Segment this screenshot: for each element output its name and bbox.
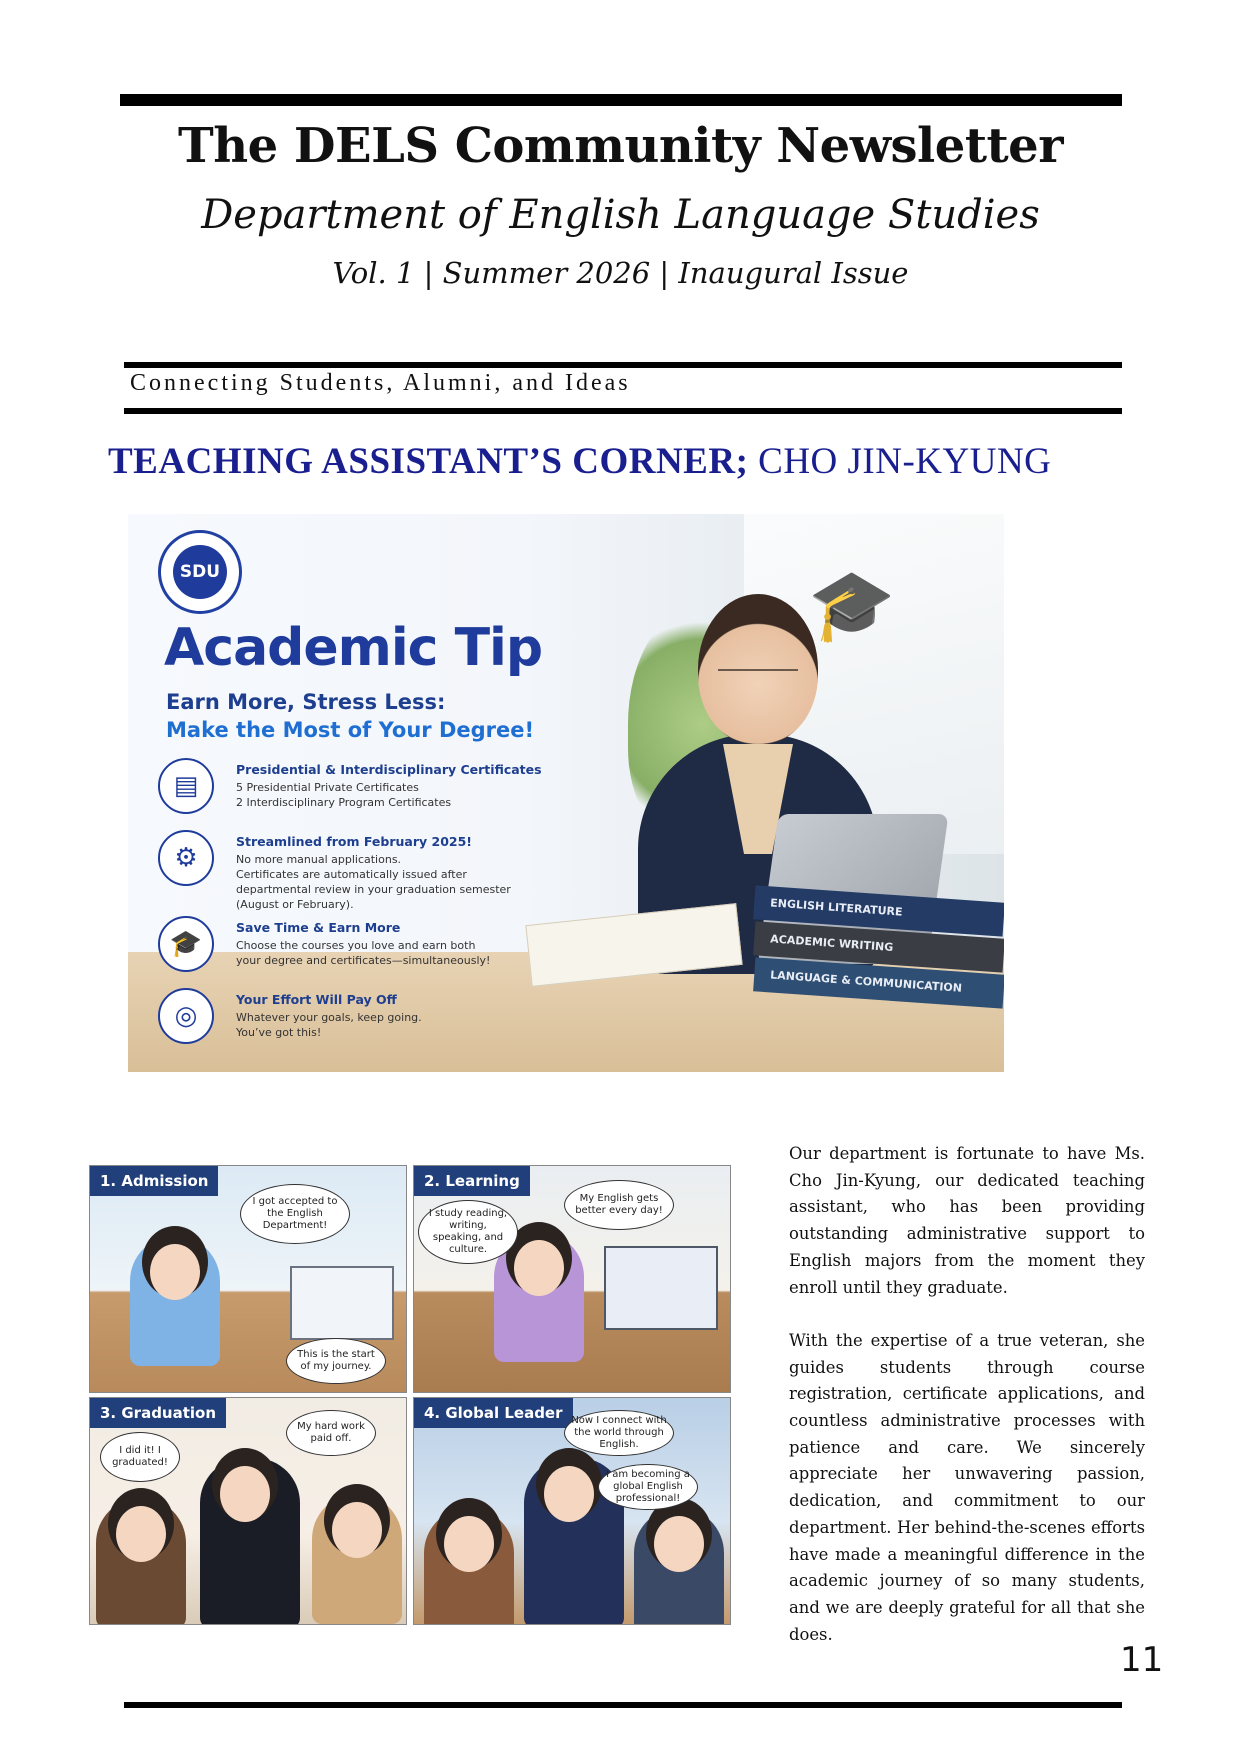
speech-bubble: This is the start of my journey. bbox=[286, 1338, 386, 1384]
book-english-literature: ENGLISH LITERATURE bbox=[753, 885, 1004, 936]
tip-heading: Save Time & Earn More bbox=[236, 920, 401, 935]
poster-subtitle-1: Earn More, Stress Less: bbox=[166, 690, 446, 714]
book-language-communication: LANGUAGE & COMMUNICATION bbox=[753, 957, 1004, 1008]
comic-panel-global-leader bbox=[413, 1397, 731, 1625]
colleague-character bbox=[424, 1508, 514, 1625]
tip-heading: Your Effort Will Pay Off bbox=[236, 992, 397, 1007]
character-face bbox=[116, 1506, 166, 1562]
friend-character bbox=[312, 1494, 402, 1624]
character-face bbox=[150, 1244, 200, 1300]
panel-label: 3. Graduation bbox=[90, 1398, 226, 1428]
admission-laptop bbox=[290, 1266, 394, 1340]
poster-title: Academic Tip bbox=[164, 618, 543, 678]
tip-heading: Presidential & Interdisciplinary Certificates bbox=[236, 762, 542, 777]
comic-panel-admission bbox=[89, 1165, 407, 1393]
graduation-cap-diploma-icon: 🎓 bbox=[808, 564, 896, 646]
student-character bbox=[130, 1236, 220, 1366]
tip-heading: Streamlined from February 2025! bbox=[236, 834, 473, 849]
poster-subtitle-2: Make the Most of Your Degree! bbox=[166, 718, 535, 742]
speech-bubble: I got accepted to the English Department! bbox=[240, 1184, 350, 1244]
tip-body: No more manual applications. Certificates are automatically issued after departmental review in your graduation semester (August or February). bbox=[236, 853, 511, 911]
speech-bubble: Now I connect with the world through English. bbox=[564, 1410, 674, 1456]
section-title bbox=[108, 440, 1051, 483]
bottom-rule bbox=[124, 1702, 1122, 1708]
article-text bbox=[789, 1141, 1145, 1675]
colleague-character bbox=[634, 1508, 724, 1625]
comic-panel-graduation bbox=[89, 1397, 407, 1625]
academic-tip-poster bbox=[128, 514, 1004, 1072]
top-rule bbox=[120, 94, 1122, 106]
speech-bubble: I study reading, writing, speaking, and culture. bbox=[418, 1200, 518, 1264]
tip-body: 5 Presidential Private Certificates 2 Interdisciplinary Program Certificates bbox=[236, 781, 452, 809]
newsletter-title: The DELS Community Newsletter bbox=[177, 118, 1063, 174]
tagline-bottom-rule bbox=[124, 408, 1122, 414]
character-face bbox=[544, 1466, 594, 1522]
page-number: 11 bbox=[1120, 1640, 1164, 1680]
person-glasses bbox=[718, 669, 798, 697]
certificate-icon: ▤ bbox=[158, 758, 214, 814]
comic-panel-learning bbox=[413, 1165, 731, 1393]
panel-label: 4. Global Leader bbox=[414, 1398, 573, 1428]
journey-comic bbox=[89, 1165, 733, 1625]
tagline: Connecting Students, Alumni, and Ideas bbox=[130, 370, 631, 396]
section-title-heading: TEACHING ASSISTANT’S CORNER; bbox=[108, 441, 749, 482]
sdu-logo bbox=[158, 530, 242, 614]
gear-icon: ⚙ bbox=[158, 830, 214, 886]
tagline-top-rule bbox=[124, 362, 1122, 368]
family-member bbox=[96, 1498, 186, 1625]
tip-body: Whatever your goals, keep going. You’ve got this! bbox=[236, 1011, 422, 1039]
character-face bbox=[654, 1516, 704, 1572]
character-face bbox=[220, 1466, 270, 1522]
article-paragraph: With the expertise of a true veteran, she guides students through course registration, certificate applications, and countless administrative processes with patience and care. We sincerely appreciate her unwavering passion, dedication, and commitment to our department. Her behind-the-scenes efforts have made a meaningful difference in the academic journey of so many students, and we are deeply grateful for all that she does. bbox=[789, 1330, 1145, 1644]
graduation-cap-icon: 🎓 bbox=[158, 916, 214, 972]
article-paragraph: Our department is fortunate to have Ms. Cho Jin-Kyung, our dedicated teaching assistant, who has been providing outstanding administrative support to English majors from the moment they enroll until they graduate. bbox=[789, 1144, 1145, 1297]
issue-info: Vol. 1 | Summer 2026 | Inaugural Issue bbox=[332, 256, 909, 290]
book-academic-writing: ACADEMIC WRITING bbox=[753, 921, 1004, 972]
character-face bbox=[514, 1240, 564, 1296]
character-face bbox=[332, 1502, 382, 1558]
tip-body: Choose the courses you love and earn both your degree and certificates—simultaneously! bbox=[236, 939, 491, 967]
character-face bbox=[444, 1516, 494, 1572]
department-name: Department of English Language Studies bbox=[201, 192, 1040, 238]
speech-bubble: My hard work paid off. bbox=[286, 1410, 376, 1456]
speech-bubble: My English gets better every day! bbox=[564, 1180, 674, 1230]
study-monitor bbox=[604, 1246, 718, 1330]
panel-label: 2. Learning bbox=[414, 1166, 530, 1196]
target-icon: ◎ bbox=[158, 988, 214, 1044]
section-title-name: CHO JIN-KYUNG bbox=[748, 441, 1052, 482]
book-stack bbox=[754, 894, 1004, 1002]
sdu-logo-text: SDU bbox=[173, 545, 227, 599]
graduate-character bbox=[200, 1458, 300, 1625]
panel-label: 1. Admission bbox=[90, 1166, 218, 1196]
speech-bubble: I did it! I graduated! bbox=[100, 1432, 180, 1482]
speech-bubble: I am becoming a global English professional! bbox=[598, 1464, 698, 1510]
